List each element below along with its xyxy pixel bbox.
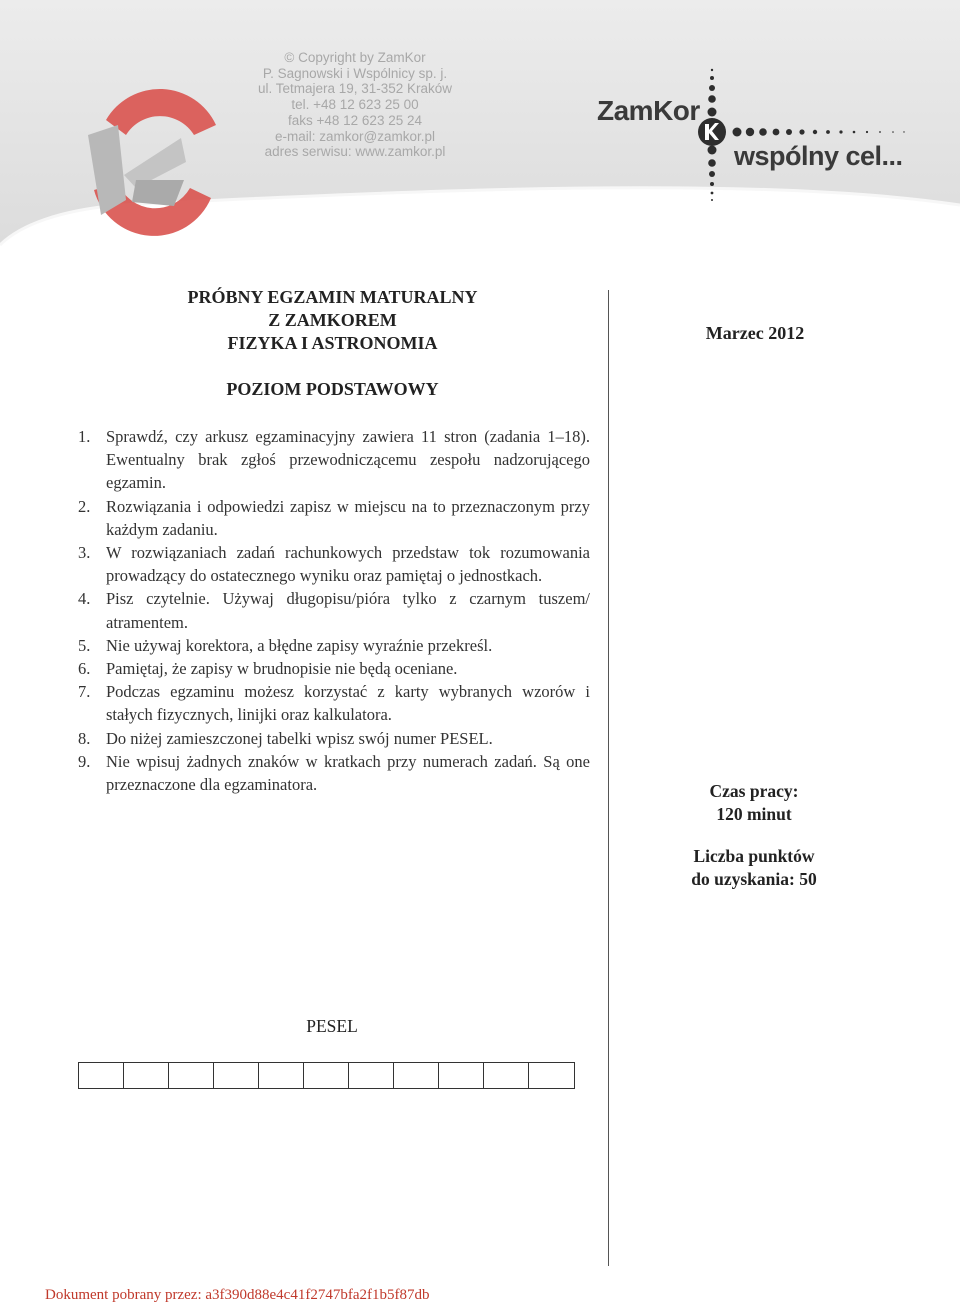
copyright-line: adres serwisu: www.zamkor.pl (264, 144, 446, 160)
instruction-number: 3. (78, 543, 91, 563)
exam-title-line: Z ZAMKOREM (268, 310, 397, 330)
instruction-item (78, 634, 590, 657)
time-info (640, 780, 868, 826)
instruction-number: 5. (78, 635, 91, 655)
instruction-item (78, 750, 590, 796)
exam-title-line: PRÓBNY EGZAMIN MATURALNY (187, 287, 478, 307)
instruction-text: Nie używaj korektora, a błędne zapisy wyraźnie przekreśl. (106, 635, 493, 655)
instruction-item (78, 425, 590, 495)
copyright-line: faks +48 12 623 25 24 (288, 112, 422, 128)
instruction-number: 2. (78, 496, 91, 516)
zamkor-k-logo-icon (66, 80, 226, 240)
pesel-cell[interactable] (349, 1063, 394, 1088)
pesel-cell[interactable] (529, 1063, 574, 1088)
points-info (640, 845, 868, 891)
copyright-line: ul. Tetmajera 19, 31-352 Kraków (257, 81, 453, 97)
pesel-cell[interactable] (259, 1063, 304, 1088)
instruction-number: 8. (78, 728, 91, 748)
pesel-cell[interactable] (124, 1063, 169, 1088)
instruction-text: W rozwiązaniach zadań rachunkowych przedstaw tok rozumowania prowadzący do ostatecznego wyniku oraz pamiętaj o jednostkach. (106, 543, 590, 586)
instruction-text: Rozwiązania i odpowiedzi zapisz w miejscu na to przeznaczonym przy każdym zadaniu. (106, 496, 590, 539)
instruction-item (78, 680, 590, 726)
exam-date: Marzec 2012 (705, 323, 805, 343)
pesel-cell[interactable] (439, 1063, 484, 1088)
pesel-cell[interactable] (304, 1063, 349, 1088)
brand-slogan: wspólny cel... (734, 141, 903, 171)
instruction-item (78, 657, 590, 680)
exam-title-line: FIZYKA I ASTRONOMIA (227, 333, 438, 353)
brand-name: ZamKor (597, 95, 700, 126)
instruction-number: 6. (78, 659, 91, 679)
pesel-cell[interactable] (394, 1063, 439, 1088)
copyright-line: © Copyright by ZamKor (284, 50, 426, 65)
brand-dots-icon (692, 66, 912, 206)
copyright-line: P. Sagnowski i Wspólnicy sp. j. (262, 65, 448, 81)
pesel-grid (78, 1062, 575, 1089)
copyright-line: tel. +48 12 623 25 00 (291, 97, 419, 113)
instruction-number: 9. (78, 751, 91, 771)
header-band (0, 0, 960, 250)
pesel-cell[interactable] (169, 1063, 214, 1088)
instructions-list (78, 425, 590, 796)
copyright-block (240, 50, 470, 160)
exam-title (120, 286, 545, 355)
time-value: 120 minut (716, 804, 792, 824)
instruction-text: Nie wpisuj żadnych znaków w kratkach przy numerach zadań. Są one przeznaczone dla egzaminatora. (106, 751, 590, 795)
exam-level: POZIOM PODSTAWOWY (226, 379, 439, 399)
instruction-item (78, 495, 590, 541)
instruction-item (78, 727, 590, 750)
instruction-text: Do niżej zamieszczonej tabelki wpisz swój numer PESEL. (106, 728, 493, 748)
points-label: Liczba punktów (693, 846, 815, 866)
instruction-number: 4. (78, 589, 91, 609)
pesel-cell[interactable] (214, 1063, 259, 1088)
instruction-text: Pisz czytelnie. Używaj długopisu/pióra tylko z czarnym tuszem/ atramentem. (106, 589, 590, 632)
time-label: Czas pracy: (709, 781, 799, 801)
instruction-number: 1. (78, 427, 91, 446)
instruction-text: Podczas egzaminu możesz korzystać z karty wybranych wzorów i stałych fizycznych, linijki oraz kalkulatora. (106, 682, 590, 725)
copyright-line: e-mail: zamkor@zamkor.pl (275, 128, 435, 144)
instruction-text: Sprawdź, czy arkusz egzaminacyjny zawiera 11 stron (zadania 1–18). Ewentualny brak zgłoś przewodniczącemu zespołu nadzorującego egzamin. (106, 427, 590, 493)
column-divider (608, 290, 609, 1266)
instruction-number: 7. (78, 682, 91, 702)
pesel-label: PESEL (306, 1016, 358, 1036)
instruction-item (78, 587, 590, 633)
instruction-item (78, 541, 590, 587)
pesel-cell[interactable] (484, 1063, 529, 1088)
points-value: do uzyskania: 50 (691, 869, 817, 889)
instruction-text: Pamiętaj, że zapisy w brudnopisie nie będą oceniane. (106, 659, 458, 679)
download-note: Dokument pobrany przez: a3f390d88e4c41f2747bfa2f1b5f87db (45, 1287, 430, 1303)
pesel-cell[interactable] (79, 1063, 124, 1088)
